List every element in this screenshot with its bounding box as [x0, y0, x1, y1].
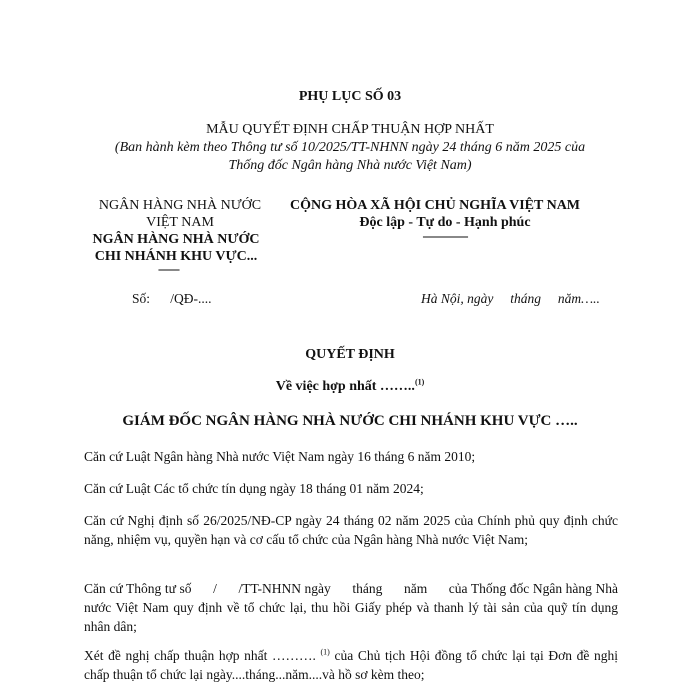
decision-title: QUYẾT ĐỊNH [305, 347, 395, 362]
decision-subject-note: (1) [414, 377, 425, 387]
agency-line-3: NGÂN HÀNG NHÀ NƯỚC [92, 232, 260, 247]
decision-subject [0, 379, 700, 395]
nation-title: CỘNG HÒA XÃ HỘI CHỦ NGHĨA VIỆT NAM [290, 198, 581, 213]
agency-line-2: VIỆT NAM [146, 215, 214, 230]
nation-divider: --------------- [422, 229, 468, 243]
consider-note: (1) [320, 647, 330, 657]
decision-subject-text: Về việc hợp nhất …….. [275, 379, 415, 394]
consider-text-before: Xét đề nghị chấp thuận hợp nhất ………. [84, 648, 321, 663]
decision-number: Số: /QĐ-.... [132, 291, 212, 306]
basis-2: Căn cứ Luật Các tổ chức tín dụng ngày 18 tháng 01 năm 2024; [84, 481, 424, 496]
agency-line-4: CHI NHÁNH KHU VỰC... [94, 249, 258, 264]
form-title: MẪU QUYẾT ĐỊNH CHẤP THUẬN HỢP NHẤT [206, 122, 494, 137]
issued-line-2: Thống đốc Ngân hàng Nhà nước Việt Nam) [228, 158, 472, 173]
consider-text-after: của Chủ tịch Hội đồng tổ chức lại tại Đơn đề nghị chấp thuận tổ chức lại ngày....tháng...năm....và hồ sơ kèm theo; [84, 648, 619, 682]
agency-line-1: NGÂN HÀNG NHÀ NƯỚC [98, 198, 262, 213]
appendix-title: PHỤ LỤC SỐ 03 [298, 89, 402, 104]
place-date: Hà Nội, ngày tháng năm….. [421, 291, 600, 306]
consider-paragraph [84, 646, 618, 684]
nation-motto: Độc lập - Tự do - Hạnh phúc [359, 215, 531, 230]
agency-divider: ------- [158, 262, 179, 276]
basis-4: Căn cứ Thông tư số / /TT-NHNN ngày tháng năm của Thống đốc Ngân hàng Nhà nước Việt Nam quy định về tổ chức lại, thu hồi Giấy phép và thanh lý tài sản của quỹ tín dụng nhân dân; [84, 581, 622, 634]
basis-1: Căn cứ Luật Ngân hàng Nhà nước Việt Nam ngày 16 tháng 6 năm 2010; [84, 449, 476, 464]
basis-3: Căn cứ Nghị định số 26/2025/NĐ-CP ngày 24 tháng 02 năm 2025 của Chính phủ quy định chức năng, nhiệm vụ, quyền hạn và cơ cấu tổ chức của Ngân hàng Nhà nước Việt Nam; [84, 513, 618, 547]
issued-line-1: (Ban hành kèm theo Thông tư số 10/2025/TT-NHNN ngày 24 tháng 6 năm 2025 của [114, 140, 586, 155]
decision-authority: GIÁM ĐỐC NGÂN HÀNG NHÀ NƯỚC CHI NHÁNH KHU VỰC ….. [122, 413, 578, 429]
